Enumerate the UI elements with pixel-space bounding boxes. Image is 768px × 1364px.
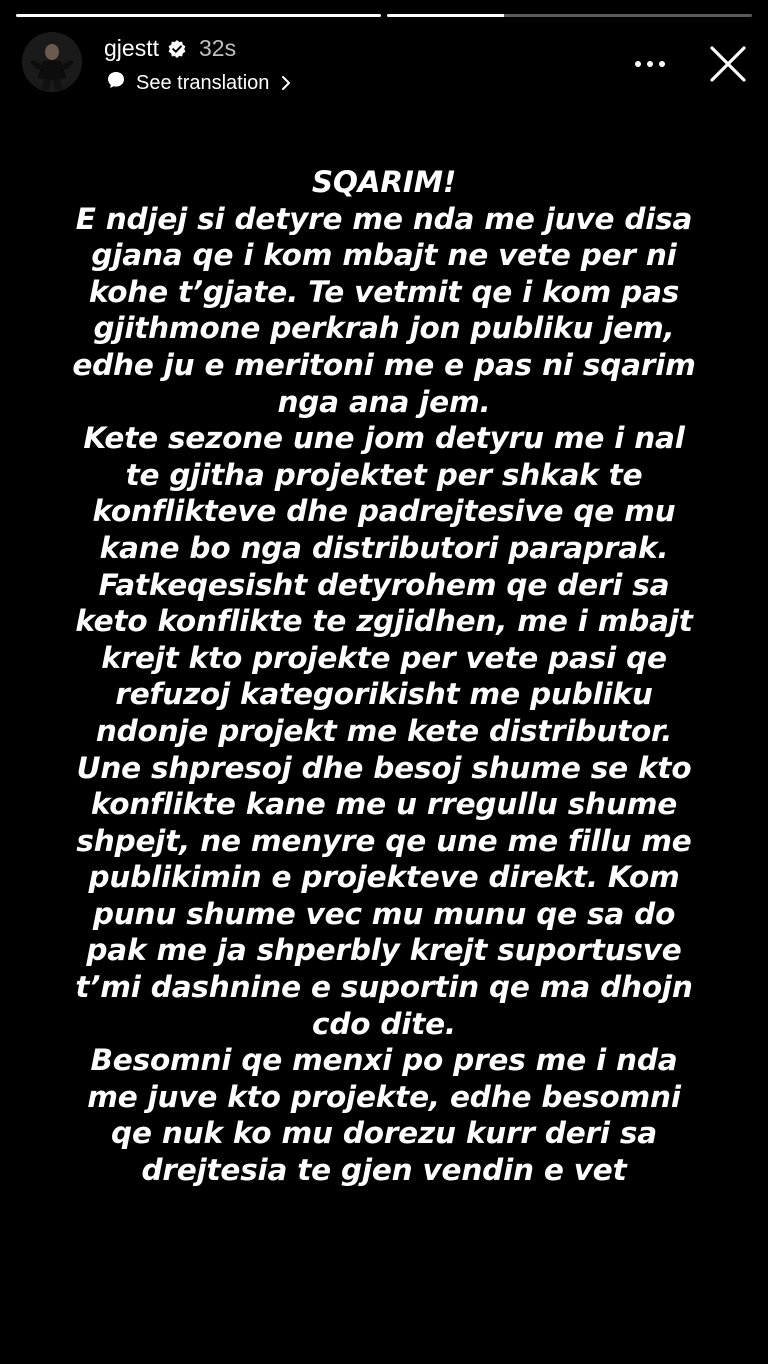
chevron-right-icon xyxy=(281,75,291,91)
time-ago: 32s xyxy=(198,35,237,61)
avatar-image xyxy=(22,32,82,92)
progress-fill xyxy=(387,14,504,17)
close-button[interactable] xyxy=(706,42,750,86)
story-line: Besomni qe menxi po pres me i nda xyxy=(90,1043,678,1078)
progress-segment xyxy=(16,14,381,17)
story-line: Une shpresoj dhe besoj shume se kto xyxy=(76,750,692,785)
story-line: punu shume vec mu munu qe sa do xyxy=(92,896,676,931)
story-line: konflikteve dhe padrejtesive qe mu xyxy=(92,494,676,529)
story-line: kane bo nga distributori paraprak. xyxy=(99,530,669,565)
story-progress xyxy=(16,14,752,17)
story-line: gjana qe i kom mbajt ne vete per ni xyxy=(91,238,677,273)
progress-fill xyxy=(16,14,381,17)
story-line: me juve kto projekte, edhe besomni xyxy=(87,1079,681,1114)
story-line: konflikte kane me u rregullu shume xyxy=(90,787,678,822)
story-line: publikimin e projekteve direkt. Kom xyxy=(88,860,680,895)
story-line: qe nuk ko mu dorezu kurr deri sa xyxy=(111,1116,657,1151)
avatar[interactable] xyxy=(22,32,82,92)
story-line: refuzoj kategorikisht me publiku xyxy=(115,677,653,712)
story-line: t’mi dashnine e suportin qe ma dhojn xyxy=(75,970,693,1005)
verified-badge-icon xyxy=(167,39,187,59)
story-line: krejt kto projekte per vete pasi qe xyxy=(101,640,667,675)
story-line: ndonje projekt me kete distributor. xyxy=(95,713,673,748)
story-line: edhe ju e meritoni me e pas ni sqarim xyxy=(72,347,696,382)
username[interactable]: gjestt xyxy=(104,35,159,61)
story-line: gjithmone perkrah jon publiku jem, xyxy=(93,311,675,346)
story-line: E ndjej si detyre me nda me juve disa xyxy=(75,201,693,236)
more-options-button[interactable] xyxy=(630,44,670,84)
more-horizontal-icon xyxy=(634,60,666,68)
story-line: kohe t’gjate. Te vetmit qe i kom pas xyxy=(88,274,680,309)
story-line: nga ana jem. xyxy=(277,384,491,419)
story-line: SQARIM! xyxy=(311,165,457,199)
story-line: Kete sezone une jom detyru me i nal xyxy=(83,421,685,456)
story-header xyxy=(22,30,752,96)
story-line: drejtesia te gjen vendin e vet xyxy=(141,1153,627,1188)
story-line: keto konflikte te zgjidhen, me i mbajt xyxy=(75,604,693,639)
close-icon xyxy=(709,45,747,83)
story-text xyxy=(40,164,728,1189)
story-line: shpejt, ne menyre qe une me fillu me xyxy=(76,823,692,858)
user-line xyxy=(104,35,236,62)
story-line: cdo dite. xyxy=(312,1006,456,1041)
story-line: te gjitha projektet per shkak te xyxy=(125,457,643,492)
see-translation-button[interactable] xyxy=(106,70,291,96)
story-line: pak me ja shperbly krejt suportusve xyxy=(86,933,682,968)
story-line: Fatkeqesisht detyrohem qe deri sa xyxy=(98,567,670,602)
see-translation-label: See translation xyxy=(136,71,270,94)
translate-icon xyxy=(106,70,126,96)
progress-segment xyxy=(387,14,752,17)
